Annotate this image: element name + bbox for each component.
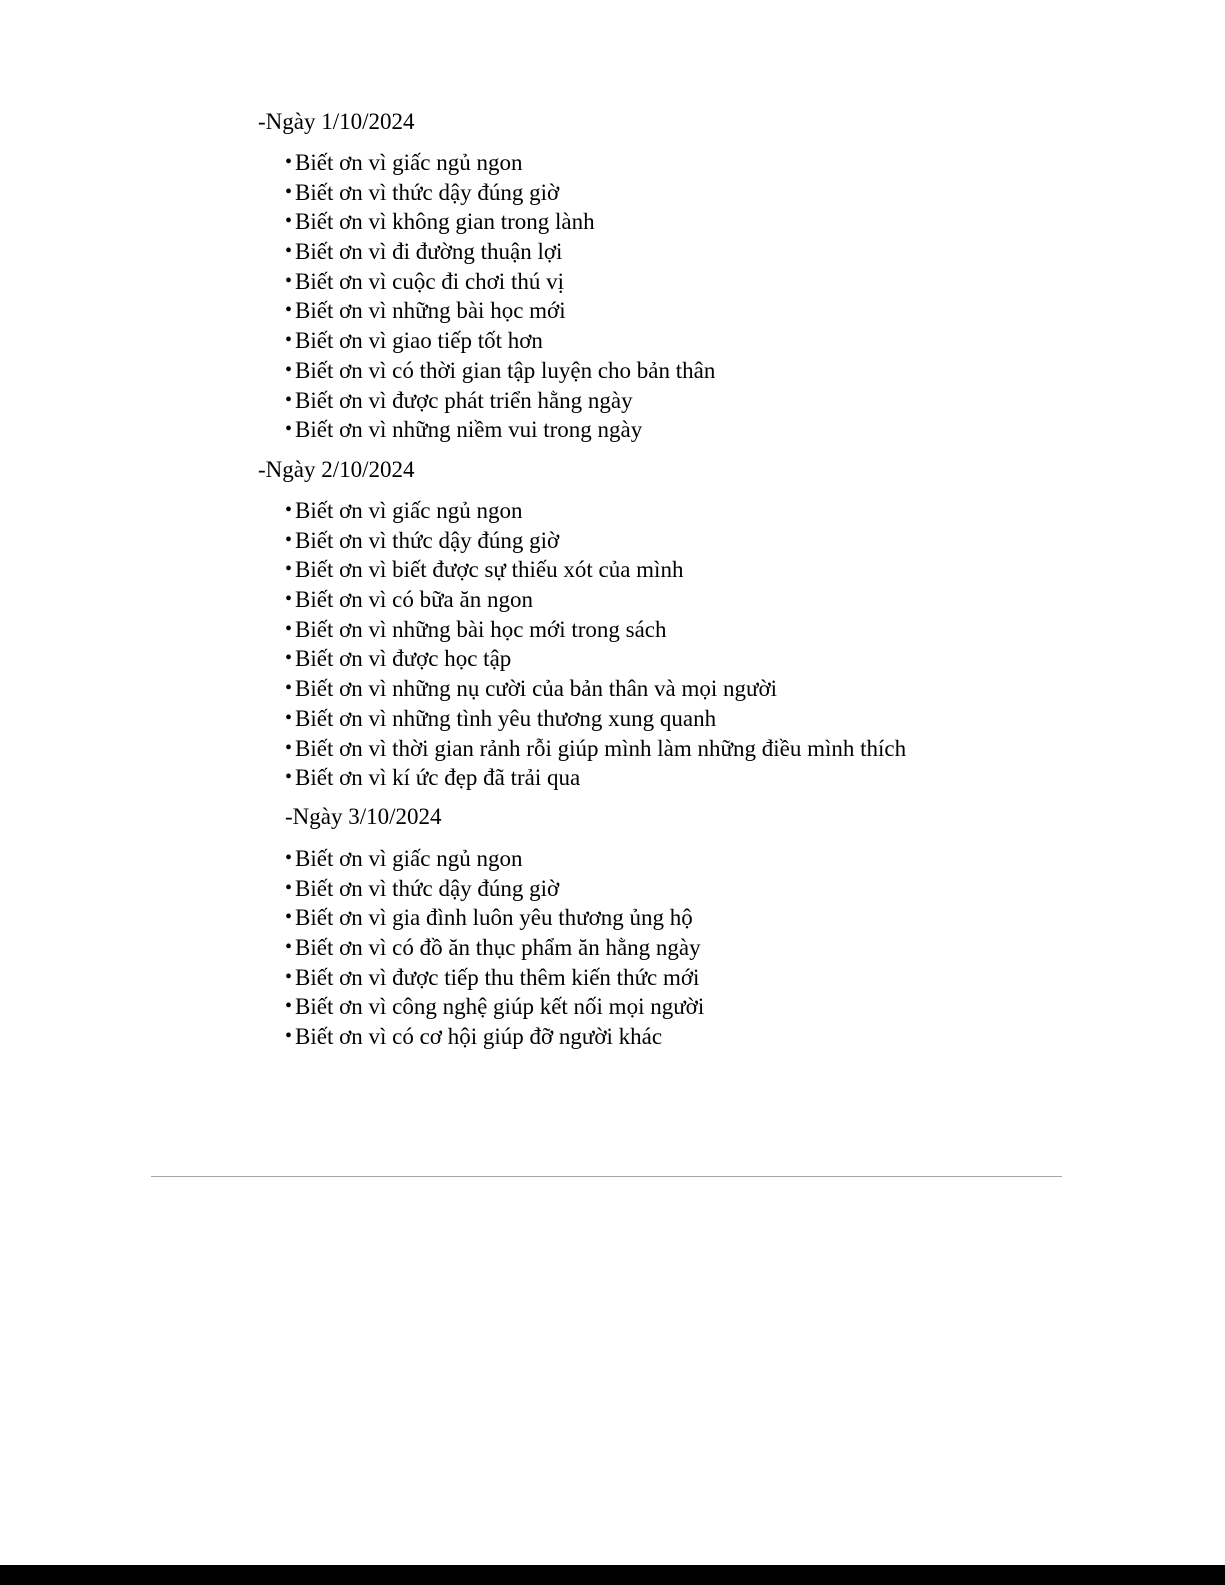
bullet-icon: •: [285, 558, 293, 581]
bullet-icon: •: [285, 528, 293, 551]
list-item: [285, 356, 715, 386]
list-item-text: Biết ơn vì được tiếp thu thêm kiến thức mới: [295, 964, 700, 990]
list-item-text: Biết ơn vì có bữa ăn ngon: [295, 587, 533, 613]
list-item: [285, 674, 906, 704]
list-item: [285, 903, 704, 933]
bullet-icon: •: [285, 876, 293, 899]
bullet-icon: •: [285, 151, 293, 173]
list-item-text: Biết ơn vì có cơ hội giúp đỡ người khác: [295, 1024, 663, 1050]
list-item: [285, 296, 715, 326]
list-item-text: Biết ơn vì những niềm vui trong ngày: [295, 417, 643, 443]
list-item-text: Biết ơn vì giấc ngủ ngon: [295, 150, 523, 175]
list-item: [285, 207, 715, 237]
list-item-text: Biết ơn vì không gian trong lành: [295, 209, 595, 235]
bullet-icon: •: [285, 766, 293, 789]
list-item: [285, 267, 715, 297]
list-item-text: Biết ơn vì những nụ cười của bản thân và mọi người: [295, 676, 778, 702]
bullet-icon: •: [285, 936, 293, 959]
list-item: [285, 386, 715, 416]
list-item: [285, 415, 715, 445]
list-item-text: Biết ơn vì cuộc đi chơi thú vị: [295, 268, 564, 294]
list-item-text: Biết ơn vì biết được sự thiếu xót của mình: [295, 557, 684, 583]
bullet-icon: •: [285, 706, 293, 729]
page-divider: [151, 1176, 1062, 1177]
list-item: [285, 178, 715, 208]
bullet-icon: •: [285, 388, 293, 411]
list-item-text: Biết ơn vì kí ức đẹp đã trải qua: [295, 765, 581, 791]
day-heading: -Ngày 1/10/2024: [258, 109, 415, 134]
bullet-icon: •: [285, 677, 293, 700]
list-item-text: Biết ơn vì được phát triển hằng ngày: [295, 387, 633, 413]
list-item-text: Biết ơn vì thời gian rảnh rỗi giúp mình làm những điều mình thích: [295, 735, 907, 761]
list-item: [285, 1022, 704, 1052]
list-item: [285, 763, 906, 793]
list-item: [285, 644, 906, 674]
list-item-text: Biết ơn vì những bài học mới: [295, 298, 566, 324]
gratitude-list: [285, 844, 704, 1052]
list-item-text: Biết ơn vì những bài học mới trong sách: [295, 616, 667, 642]
bottom-edge-bar: [0, 1565, 1225, 1585]
list-item-text: Biết ơn vì những tình yêu thương xung quanh: [295, 705, 717, 731]
list-item: [285, 237, 715, 267]
list-item-text: Biết ơn vì giao tiếp tốt hơn: [295, 328, 543, 354]
gratitude-list: [285, 496, 906, 793]
list-item: [285, 844, 704, 874]
list-item: [285, 704, 906, 734]
bullet-icon: •: [285, 1025, 293, 1048]
list-item: [285, 326, 715, 356]
bullet-icon: •: [285, 906, 293, 929]
list-item-text: Biết ơn vì giấc ngủ ngon: [295, 846, 523, 871]
bullet-icon: •: [285, 299, 293, 322]
bullet-icon: •: [285, 995, 293, 1018]
list-item: [285, 496, 906, 526]
list-item-text: Biết ơn vì thức dậy đúng giờ: [295, 875, 560, 901]
list-item: [285, 615, 906, 645]
bullet-icon: •: [285, 180, 293, 203]
bullet-icon: •: [285, 269, 293, 292]
list-item-text: Biết ơn vì đi đường thuận lợi: [295, 239, 563, 265]
bullet-icon: •: [285, 965, 293, 988]
list-item: [285, 585, 906, 615]
list-item-text: Biết ơn vì giấc ngủ ngon: [295, 498, 523, 523]
list-item-text: Biết ơn vì thức dậy đúng giờ: [295, 179, 560, 205]
bullet-icon: •: [285, 736, 293, 759]
list-item: [285, 555, 906, 585]
list-item-text: Biết ơn vì gia đình luôn yêu thương ủng hộ: [295, 905, 693, 931]
bullet-icon: •: [285, 499, 293, 521]
list-item-text: Biết ơn vì có đồ ăn thục phẩm ăn hằng ngày: [295, 935, 701, 961]
list-item-text: Biết ơn vì công nghệ giúp kết nối mọi người: [295, 994, 705, 1020]
bullet-icon: •: [285, 617, 293, 640]
list-item-text: Biết ơn vì thức dậy đúng giờ: [295, 527, 560, 553]
day-heading: -Ngày 2/10/2024: [258, 457, 415, 482]
bullet-icon: •: [285, 210, 293, 233]
list-item: [285, 148, 715, 178]
list-item: [285, 734, 906, 764]
bullet-icon: •: [285, 588, 293, 611]
list-item: [285, 933, 704, 963]
list-item-text: Biết ơn vì có thời gian tập luyện cho bản thân: [295, 357, 716, 383]
list-item: [285, 874, 704, 904]
bullet-icon: •: [285, 329, 293, 352]
gratitude-list: [285, 148, 715, 445]
bullet-icon: •: [285, 647, 293, 670]
list-item: [285, 992, 704, 1022]
bullet-icon: •: [285, 847, 293, 869]
bullet-icon: •: [285, 418, 293, 441]
day-heading: -Ngày 3/10/2024: [285, 804, 442, 829]
bullet-icon: •: [285, 240, 293, 263]
bullet-icon: •: [285, 358, 293, 381]
list-item-text: Biết ơn vì được học tập: [295, 646, 512, 672]
list-item: [285, 526, 906, 556]
list-item: [285, 963, 704, 993]
